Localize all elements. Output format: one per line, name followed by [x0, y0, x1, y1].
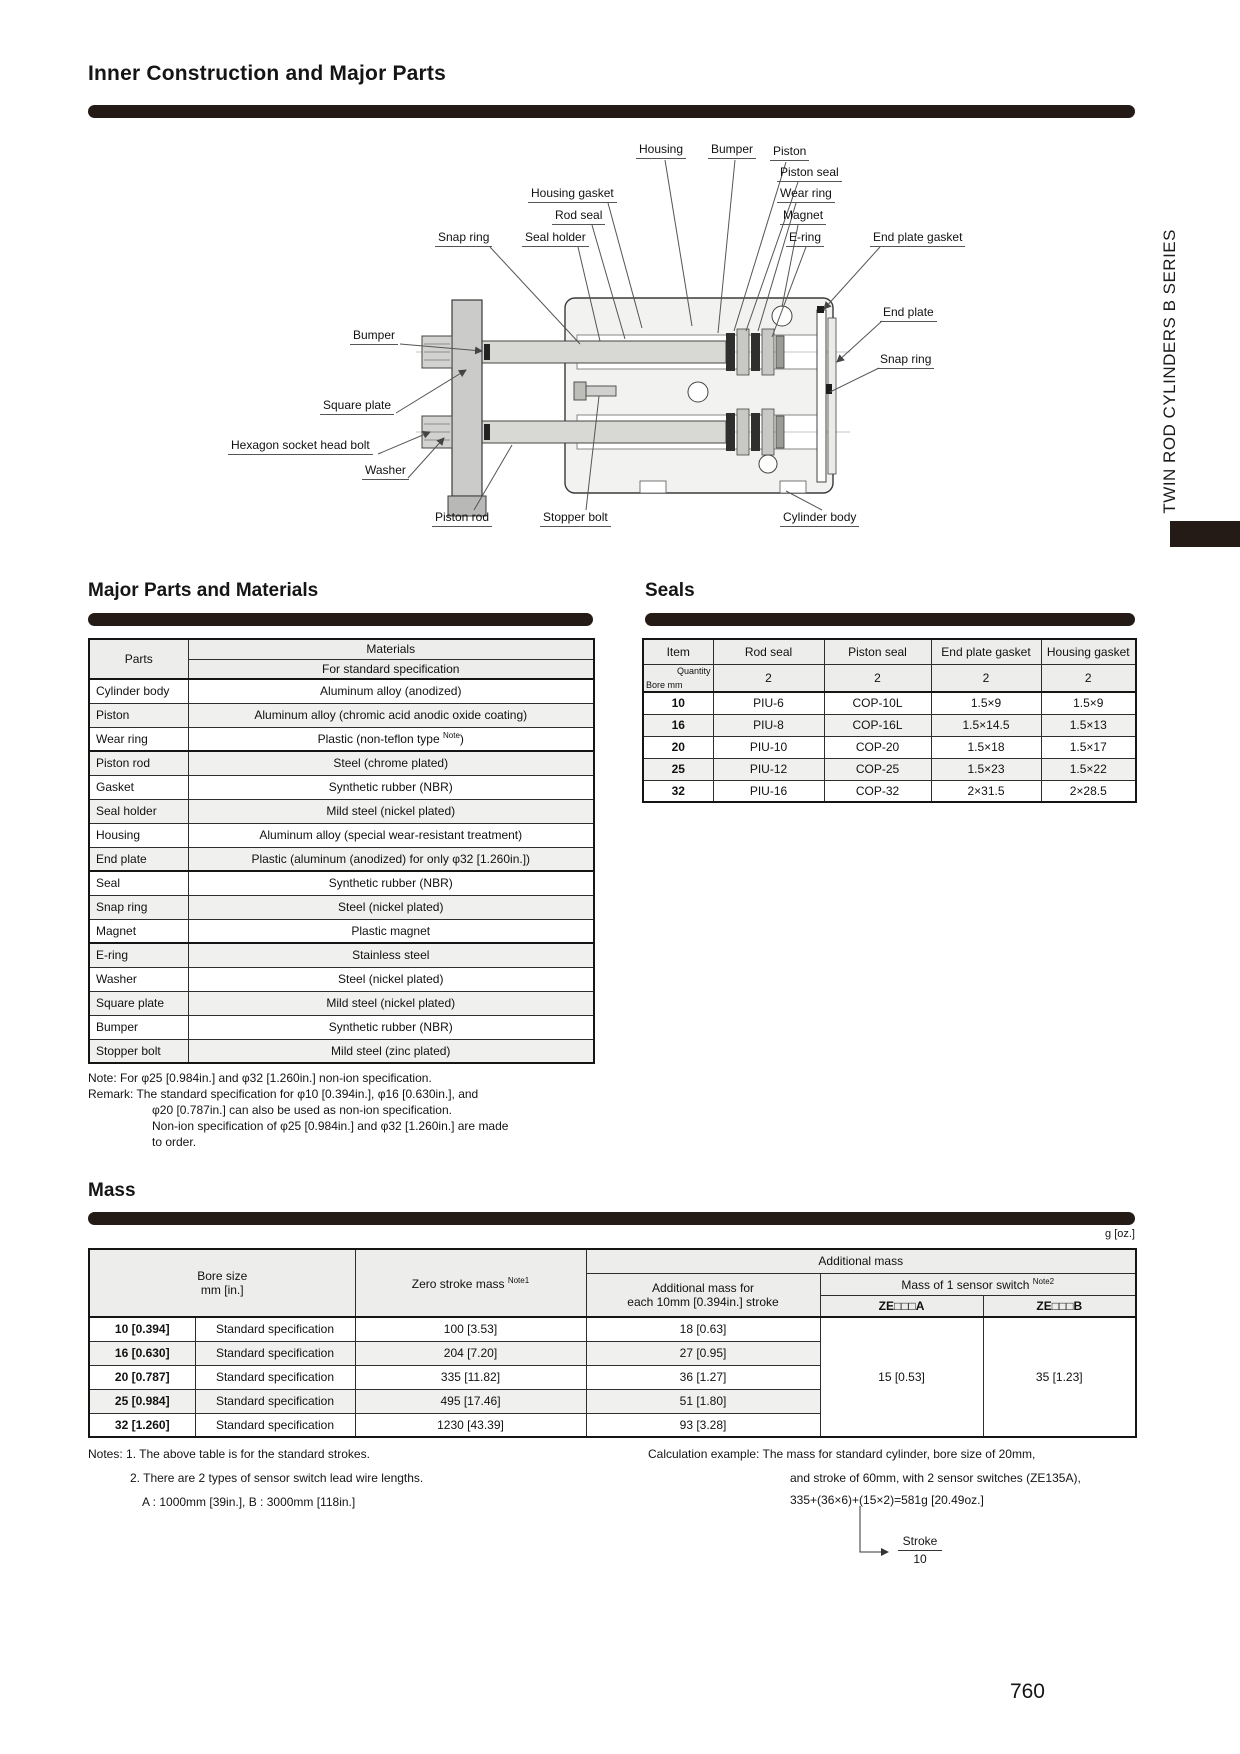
part-material: Steel (chrome plated)	[188, 751, 594, 775]
spec-cell: Standard specification	[195, 1317, 355, 1341]
spec-cell: Standard specification	[195, 1341, 355, 1365]
major-parts-remark: Non-ion specification of φ25 [0.984in.] and φ32 [1.260in.] are made	[152, 1119, 509, 1133]
table-row	[643, 714, 1136, 736]
spec-cell: Standard specification	[195, 1389, 355, 1413]
part-material: Synthetic rubber (NBR)	[188, 775, 594, 799]
table-row	[89, 751, 594, 775]
bore-cell: 16	[643, 714, 713, 736]
part-material: Mild steel (nickel plated)	[188, 799, 594, 823]
part-name: Square plate	[89, 991, 188, 1015]
part-name: Snap ring	[89, 895, 188, 919]
table-row	[89, 919, 594, 943]
label-cylinder-body: Cylinder body	[780, 511, 859, 527]
part-material: Plastic (non-teflon type $^{Note}$)	[188, 727, 594, 751]
quantity-label: Quantity	[676, 665, 711, 676]
table-row	[89, 991, 594, 1015]
sensor-a-mass-cell: 15 [0.53]	[820, 1317, 983, 1437]
label-bumper-left: Bumper	[350, 329, 398, 345]
label-washer: Washer	[362, 464, 409, 480]
col-piston-seal: Piston seal	[824, 639, 931, 664]
table-row	[89, 823, 594, 847]
rod-seal-cell: PIU-6	[713, 692, 824, 714]
end-plate-gasket-cell: 1.5×18	[931, 736, 1041, 758]
table-row	[89, 775, 594, 799]
part-material: Plastic magnet	[188, 919, 594, 943]
zero-stroke-cell: 495 [17.46]	[355, 1389, 586, 1413]
table-row	[89, 727, 594, 751]
label-snap-ring-left: Snap ring	[435, 231, 492, 247]
table-row	[643, 736, 1136, 758]
qty-cell: 2	[931, 664, 1041, 692]
sensor-b-mass-cell: 35 [1.23]	[983, 1317, 1136, 1437]
part-name: Seal	[89, 871, 188, 895]
label-piston-seal: Piston seal	[777, 166, 842, 182]
label-bumper-top: Bumper	[708, 143, 756, 159]
table-row	[89, 1015, 594, 1039]
part-name: Bumper	[89, 1015, 188, 1039]
spec-cell: Standard specification	[195, 1413, 355, 1437]
col-parts: Parts	[89, 639, 188, 679]
stopper-bolt-shape	[586, 386, 616, 396]
label-piston: Piston	[770, 145, 809, 161]
part-material: Steel (nickel plated)	[188, 895, 594, 919]
series-side-label: TWIN ROD CYLINDERS B SERIES	[1160, 228, 1179, 514]
major-parts-remark: φ20 [0.787in.] can also be used as non-ion specification.	[152, 1103, 452, 1117]
quantity-bore-diagonal-cell	[643, 664, 713, 692]
piston-seal-cell: COP-32	[824, 780, 931, 802]
table-row	[643, 692, 1136, 714]
part-material: Mild steel (zinc plated)	[188, 1039, 594, 1063]
col-additional-mass: Additional mass for each 10mm [0.394in.] stroke	[586, 1273, 820, 1317]
housing-gasket-cell: 1.5×22	[1041, 758, 1136, 780]
part-name: Housing	[89, 823, 188, 847]
major-parts-note: Note: For φ25 [0.984in.] and φ32 [1.260in.] non-ion specification.	[88, 1071, 432, 1085]
table-row	[89, 799, 594, 823]
piston-rod-upper-shape	[478, 341, 726, 363]
col-item: Item	[643, 639, 713, 664]
rod-seal-cell: PIU-10	[713, 736, 824, 758]
mass-note-3: A : 1000mm [39in.], B : 3000mm [118in.]	[142, 1495, 356, 1509]
label-end-plate-gasket: End plate gasket	[870, 231, 965, 247]
end-plate-shape	[817, 310, 826, 482]
stroke-fraction	[894, 1534, 946, 1566]
housing-gasket-cell: 2×28.5	[1041, 780, 1136, 802]
title-underbar	[88, 105, 1135, 118]
table-row	[89, 1317, 1136, 1341]
label-housing-gasket: Housing gasket	[528, 187, 617, 203]
part-name: End plate	[89, 847, 188, 871]
rod-seal-cell: PIU-16	[713, 780, 824, 802]
housing-gasket-cell: 1.5×17	[1041, 736, 1136, 758]
col-bore-size: Bore size mm [in.]	[89, 1249, 355, 1317]
housing-gasket-cell: 1.5×13	[1041, 714, 1136, 736]
part-material: Stainless steel	[188, 943, 594, 967]
rod-seal-cell: PIU-8	[713, 714, 824, 736]
col-housing-gasket: Housing gasket	[1041, 639, 1136, 664]
part-material: Steel (nickel plated)	[188, 967, 594, 991]
zero-stroke-cell: 335 [11.82]	[355, 1365, 586, 1389]
page-title: Inner Construction and Major Parts	[88, 62, 447, 85]
part-name: Piston	[89, 703, 188, 727]
seals-underbar	[645, 613, 1135, 626]
label-snap-ring-right: Snap ring	[877, 353, 934, 369]
bore-cell: 10 [0.394]	[89, 1317, 195, 1341]
part-material: Aluminum alloy (special wear-resistant treatment)	[188, 823, 594, 847]
calc-example-line1: Calculation example: The mass for standard cylinder, bore size of 20mm,	[648, 1447, 1036, 1461]
label-wear-ring: Wear ring	[777, 187, 835, 203]
stroke-divisor: 10	[913, 1552, 927, 1566]
part-name: Washer	[89, 967, 188, 991]
additional-mass-cell: 18 [0.63]	[586, 1317, 820, 1341]
part-name: E-ring	[89, 943, 188, 967]
group-additional-mass: Additional mass	[586, 1249, 1136, 1273]
end-plate-gasket-cell: 2×31.5	[931, 780, 1041, 802]
calc-example-line3: 335+(36×6)+(15×2)=581g [20.49oz.]	[790, 1493, 984, 1507]
bore-cell: 20	[643, 736, 713, 758]
mass-note-2: 2. There are 2 types of sensor switch lead wire lengths.	[130, 1471, 424, 1485]
bore-cell: 20 [0.787]	[89, 1365, 195, 1389]
cylinder-cross-section	[80, 130, 1160, 550]
qty-cell: 2	[1041, 664, 1136, 692]
col-rod-seal: Rod seal	[713, 639, 824, 664]
table-row	[89, 967, 594, 991]
part-name: Stopper bolt	[89, 1039, 188, 1063]
zero-stroke-cell: 204 [7.20]	[355, 1341, 586, 1365]
piston-seal-cell: COP-20	[824, 736, 931, 758]
label-end-plate: End plate	[880, 306, 937, 322]
part-material: Mild steel (nickel plated)	[188, 991, 594, 1015]
end-plate-gasket-cell: 1.5×23	[931, 758, 1041, 780]
qty-cell: 2	[713, 664, 824, 692]
table-row	[89, 847, 594, 871]
part-material: Synthetic rubber (NBR)	[188, 871, 594, 895]
label-rod-seal: Rod seal	[552, 209, 605, 225]
additional-mass-cell: 36 [1.27]	[586, 1365, 820, 1389]
square-plate-shape	[452, 300, 482, 496]
bore-cell: 25	[643, 758, 713, 780]
part-material: Aluminum alloy (chromic acid anodic oxide coating)	[188, 703, 594, 727]
housing-gasket-cell: 1.5×9	[1041, 692, 1136, 714]
piston-rod-lower-shape	[478, 421, 726, 443]
bore-cell: 25 [0.984]	[89, 1389, 195, 1413]
mass-underbar	[88, 1212, 1135, 1225]
bore-cell: 16 [0.630]	[89, 1341, 195, 1365]
bore-cell: 32	[643, 780, 713, 802]
inner-construction-diagram	[80, 130, 1160, 550]
major-parts-remark: Remark: The standard specification for φ10 [0.394in.], φ16 [0.630in.], and	[88, 1087, 479, 1101]
table-row	[89, 1039, 594, 1063]
piston-seal-cell: COP-25	[824, 758, 931, 780]
end-plate-gasket-cell: 1.5×9	[931, 692, 1041, 714]
label-piston-rod: Piston rod	[432, 511, 492, 527]
bore-cell: 10	[643, 692, 713, 714]
end-plate-gasket-cell: 1.5×14.5	[931, 714, 1041, 736]
major-parts-table	[88, 638, 595, 1064]
label-magnet: Magnet	[780, 209, 826, 225]
additional-mass-cell: 93 [3.28]	[586, 1413, 820, 1437]
qty-cell: 2	[824, 664, 931, 692]
table-row	[89, 679, 594, 703]
spec-cell: Standard specification	[195, 1365, 355, 1389]
col-zero-stroke-mass: Zero stroke mass $^{Note1}$	[355, 1249, 586, 1317]
col-materials: Materials	[188, 639, 594, 659]
label-square-plate: Square plate	[320, 399, 394, 415]
major-parts-title: Major Parts and Materials	[88, 580, 319, 601]
zero-stroke-cell: 1230 [43.39]	[355, 1413, 586, 1437]
seals-title: Seals	[645, 580, 695, 601]
piston-seal-cell: COP-10L	[824, 692, 931, 714]
col-ze-a: ZE□□□A	[820, 1295, 983, 1317]
stroke-label: Stroke	[898, 1534, 943, 1551]
piston-seal-cell: COP-16L	[824, 714, 931, 736]
table-row	[89, 895, 594, 919]
table-row	[643, 780, 1136, 802]
zero-stroke-cell: 100 [3.53]	[355, 1317, 586, 1341]
part-name: Magnet	[89, 919, 188, 943]
additional-mass-cell: 51 [1.80]	[586, 1389, 820, 1413]
calc-example-line2: and stroke of 60mm, with 2 sensor switches (ZE135A),	[790, 1471, 1081, 1485]
part-name: Cylinder body	[89, 679, 188, 703]
part-name: Wear ring	[89, 727, 188, 751]
major-parts-remark: to order.	[152, 1135, 197, 1149]
group-sensor-switch-mass: Mass of 1 sensor switch $^{Note2}$	[820, 1273, 1136, 1295]
label-stopper-bolt: Stopper bolt	[540, 511, 611, 527]
label-hex-bolt: Hexagon socket head bolt	[228, 439, 373, 455]
mass-table	[88, 1248, 1137, 1438]
table-row	[89, 703, 594, 727]
part-name: Gasket	[89, 775, 188, 799]
table-row	[89, 943, 594, 967]
mass-title: Mass	[88, 1180, 136, 1201]
part-material: Synthetic rubber (NBR)	[188, 1015, 594, 1039]
label-seal-holder: Seal holder	[522, 231, 589, 247]
table-row	[89, 871, 594, 895]
seals-table	[642, 638, 1137, 803]
col-spec: For standard specification	[188, 659, 594, 679]
part-name: Piston rod	[89, 751, 188, 775]
part-material: Plastic (aluminum (anodized) for only φ32 [1.260in.])	[188, 847, 594, 871]
table-row	[643, 758, 1136, 780]
col-ze-b: ZE□□□B	[983, 1295, 1136, 1317]
major-parts-underbar	[88, 613, 593, 626]
col-end-plate-gasket: End plate gasket	[931, 639, 1041, 664]
series-side-tab	[1170, 521, 1240, 547]
part-material: Aluminum alloy (anodized)	[188, 679, 594, 703]
label-housing: Housing	[636, 143, 686, 159]
bore-cell: 32 [1.260]	[89, 1413, 195, 1437]
additional-mass-cell: 27 [0.95]	[586, 1341, 820, 1365]
bore-label: Bore mm	[646, 680, 683, 690]
page-number: 760	[1009, 1680, 1045, 1703]
mass-note-1: Notes: 1. The above table is for the standard strokes.	[88, 1447, 370, 1461]
mass-unit-label: g [oz.]	[1105, 1228, 1135, 1240]
rod-seal-cell: PIU-12	[713, 758, 824, 780]
part-name: Seal holder	[89, 799, 188, 823]
label-e-ring: E-ring	[786, 231, 824, 247]
